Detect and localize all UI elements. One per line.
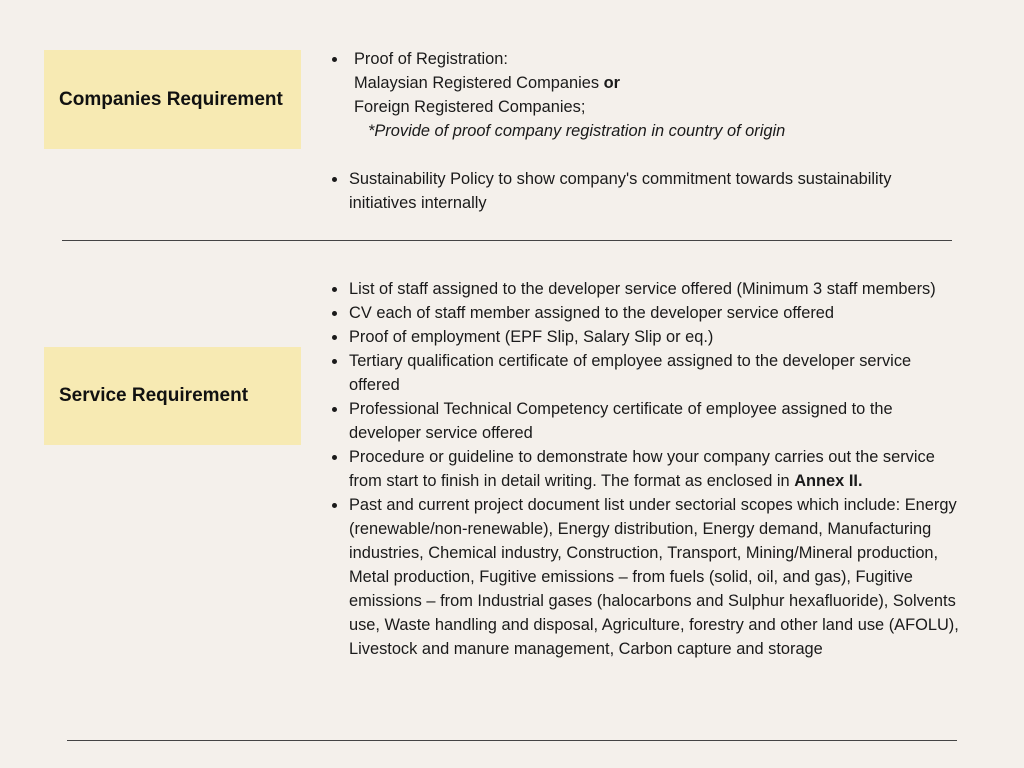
malaysian-registration-text: Malaysian Registered Companies — [354, 74, 604, 92]
or-emphasis: or — [603, 74, 621, 92]
service-requirement-label: Service Requirement — [59, 385, 249, 406]
spacer — [332, 143, 962, 167]
service-requirement-label-box — [44, 347, 301, 445]
registration-note: *Provide of proof company registration in country of origin — [368, 122, 786, 140]
section-divider-2 — [67, 740, 957, 741]
service-item-tertiary-qualification: Tertiary qualification certificate of employee assigned to the developer service offered — [332, 349, 962, 397]
registration-bullet — [332, 47, 962, 143]
service-item-cv: CV each of staff member assigned to the developer service offered — [332, 301, 962, 325]
sustainability-bullet: Sustainability Policy to show company's commitment towards sustainability initiatives internally — [332, 167, 962, 215]
service-item-procedure — [332, 445, 962, 493]
malaysian-registration-line — [349, 71, 962, 95]
registration-heading: Proof of Registration: — [354, 50, 508, 68]
procedure-text: Procedure or guideline to demonstrate how your company carries out the service from start to finish in detail writing. The format as enclosed in — [349, 448, 935, 490]
companies-requirement-content — [332, 47, 962, 215]
service-item-technical-competency: Professional Technical Competency certificate of employee assigned to the developer service offered — [332, 397, 962, 445]
companies-requirement-label: Companies Requirement — [59, 88, 283, 110]
foreign-registration-line: Foreign Registered Companies; — [354, 98, 586, 116]
service-requirement-content — [332, 277, 962, 661]
service-item-employment-proof: Proof of employment (EPF Slip, Salary Slip or eq.) — [332, 325, 962, 349]
annex-reference: Annex II. — [794, 472, 863, 490]
service-item-staff-list: List of staff assigned to the developer service offered (Minimum 3 staff members) — [332, 277, 962, 301]
companies-requirement-label-box — [44, 50, 301, 149]
service-item-past-projects: Past and current project document list under sectorial scopes which include: Energy (renewable/non-renewable), Energy distribution, Energy demand, Manufacturing industries, Chemical industry, Construction, Transport, Mining/Mineral production, Metal production, Fugitive emissions – from fuels (solid, oil, and gas), Fugitive emissions – from Industrial gases (halocarbons and Sulphur hexafluoride), Solvents use, Waste handling and disposal, Agriculture, forestry and other land use (AFOLU), Livestock and manure management, Carbon capture and storage — [332, 493, 962, 661]
section-divider-1 — [62, 240, 952, 241]
